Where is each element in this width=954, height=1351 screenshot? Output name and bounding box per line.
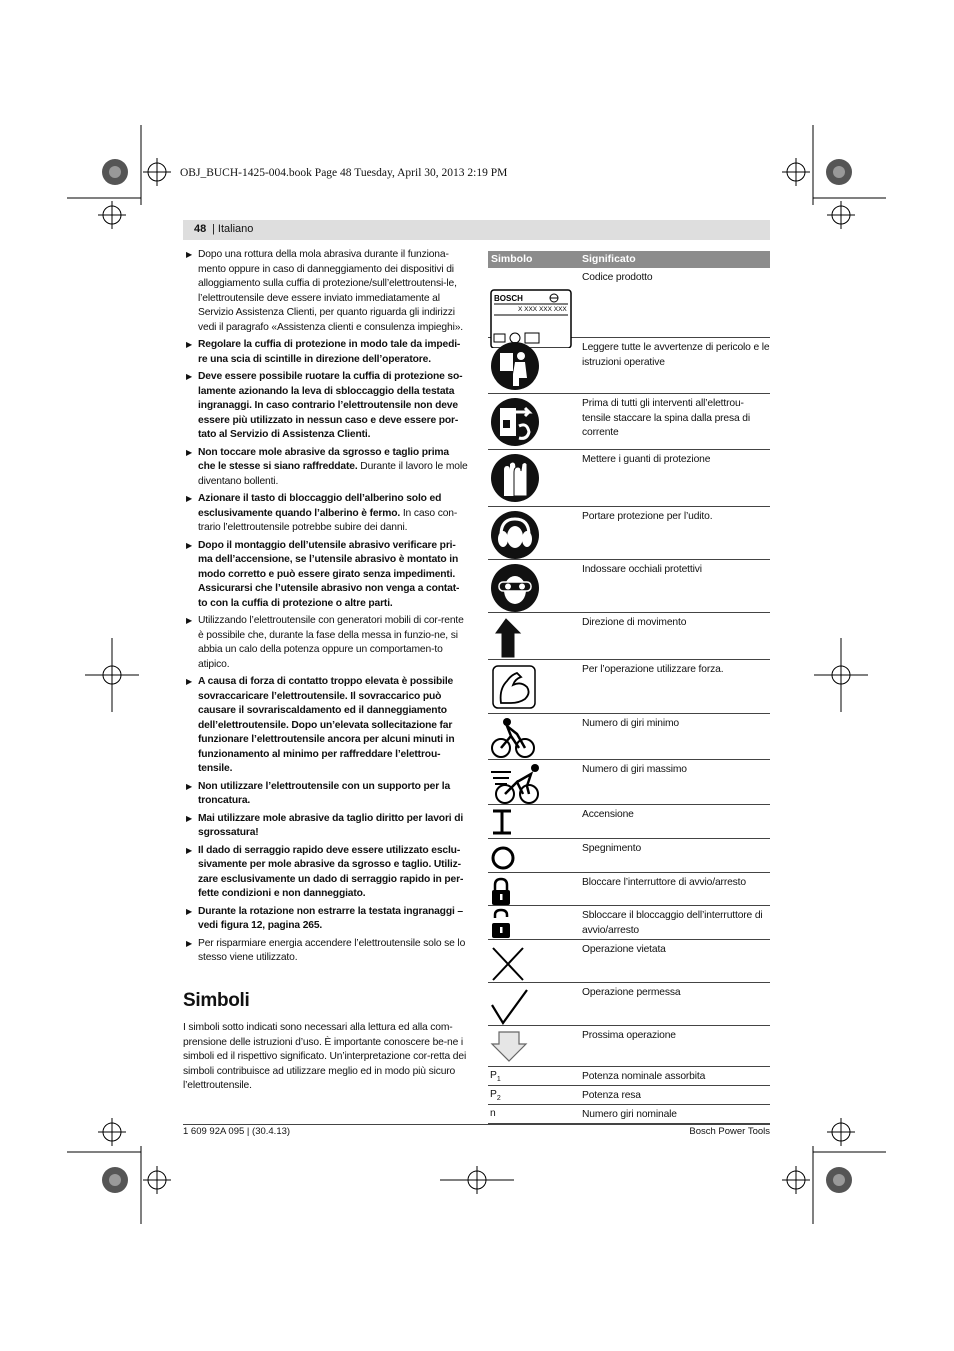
symbol-cell: [488, 940, 578, 982]
bullet-triangle-icon: ▶: [186, 845, 193, 855]
meaning-cell: Direzione di movimento: [582, 617, 687, 628]
bullet-triangle-icon: ▶: [186, 616, 193, 625]
symbol-cell: [488, 613, 578, 659]
meaning-cell: Operazione vietata: [582, 944, 666, 955]
symbol-cell: [488, 906, 578, 939]
table-row: [488, 873, 770, 906]
bullet-item: ▶ Azionare il tasto di bloccaggio dell’alberino solo ed esclusivamente quando l’alberino è fermo. In caso con-trario l’elettroutensile potrebbe subire dei danni.: [186, 493, 458, 533]
table-row: [488, 338, 770, 394]
cross-icon: [489, 944, 529, 984]
meaning-cell: Per l’operazione utilizzare forza.: [582, 664, 724, 675]
header-meaning: Significato: [582, 253, 636, 265]
power-on-icon: [489, 808, 519, 836]
print-header: OBJ_BUCH-1425-004.book Page 48 Tuesday, April 30, 2013 2:19 PM: [180, 167, 508, 179]
read-manual-icon: [489, 340, 541, 392]
bullet-triangle-icon: ▶: [186, 447, 193, 457]
symbol-cell: [488, 760, 578, 804]
goggles-icon: [489, 562, 541, 614]
bullet-item: ▶ Dopo una rottura della mola abrasiva durante il funziona-mento oppure in caso di danneggiamento dei dispositivi di alloggiamento sulla cuffia di protezione/sull’elettroutensi-le, l’elettroutensile deve essere inviato immediatamente al Servizio Assistenza Clienti, per quanto riguarda gli indirizzi vedi il paragrafo «Assistenza clienti e consulenza impieghi».: [186, 249, 464, 333]
meaning-cell: Portare protezione per l’udito.: [582, 511, 713, 522]
footer-divider: [183, 1124, 770, 1125]
table-row: [488, 660, 770, 714]
meaning-cell: Potenza resa: [582, 1090, 641, 1101]
symbol-cell: [488, 714, 578, 759]
meaning-cell: Accensione: [582, 809, 634, 820]
bullet-item: ▶ Utilizzando l’elettroutensile con generatori mobili di cor-rente è possibile che, durante la fase della messa in funzio-ne, si abbia un calo della potenza oppure un comportamen-to atipico.: [186, 615, 464, 670]
bullet-item: ▶ Deve essere possibile ruotare la cuffia di protezione so-lamente azionando la leva di sbloccaggio della testata ingranaggi. In caso contrario l’elettroutensile non deve essere più utilizzato in nessun caso e deve essere por-tato al Servizio di Assistenza Clienti.: [186, 371, 463, 440]
bullet-triangle-icon: ▶: [186, 906, 193, 916]
header-symbol: Simbolo: [491, 253, 533, 265]
meaning-cell: Potenza nominale assorbita: [582, 1071, 706, 1082]
symbol-cell: [488, 983, 578, 1025]
bullet-triangle-icon: ▶: [186, 938, 193, 948]
table-body: [488, 268, 770, 1124]
meaning-cell: Sbloccare il bloccaggio dell’interruttore di avvio/arresto: [582, 910, 763, 936]
bullet-triangle-icon: ▶: [186, 340, 193, 349]
bullet-item: ▶ A causa di forza di contatto troppo elevata è possibile sovraccaricare l’elettroutensile. Il sovraccarico può causare il sovrariscaldamento ed il danneggiamento dell’elettroutensile. Dopo un’elevata sollecitazione far funzionare l’elettroutensile ancora per alcuni minuti in funzionamento al minimo per raffreddare l’elettrou-tensile.: [186, 676, 455, 774]
table-row: [488, 1105, 770, 1124]
bullet-item: ▶ Il dado di serraggio rapido deve essere utilizzato esclu-sivamente per mole abrasive da sgrosso e taglio. Utiliz-zare esclusivamente un dado di serraggio rapido in per-fette condizioni e non danneggiato.: [186, 844, 464, 899]
bullet-triangle-icon: ▶: [186, 813, 193, 823]
symbol-cell: [488, 1086, 578, 1104]
meaning-cell: Codice prodotto: [582, 272, 653, 283]
table-row: [488, 714, 770, 760]
symbol-cell: [488, 873, 578, 905]
table-row: [488, 1067, 770, 1086]
table-row: [488, 1086, 770, 1105]
section-title: Simboli: [183, 990, 250, 1011]
footer-doc-number: 1 609 92A 095 | (30.4.13): [183, 1126, 291, 1137]
table-row: [488, 906, 770, 940]
slow-bicycle-icon: [489, 716, 539, 760]
bullet-item: ▶ Dopo il montaggio dell’utensile abrasivo verificare pri-ma dell’accensione, se l’utensile abrasivo è montato in modo corretto e può essere girato senza impedimenti. Assicurarsi che l’utensile abrasivo non venga a contat-to con la cuffia di protezione o altre parti.: [186, 539, 460, 609]
unlock-icon: [489, 908, 513, 940]
table-row: [488, 839, 770, 873]
bullet-triangle-icon: ▶: [186, 781, 193, 791]
nameplate-number: X XXX XXX XXX: [518, 306, 567, 313]
symbol-text: $P_2$: [490, 1089, 501, 1103]
table-row: [488, 268, 770, 338]
meaning-cell: Numero di giri minimo: [582, 718, 679, 729]
symbol-cell: [488, 507, 578, 559]
table-row: [488, 940, 770, 983]
symbol-cell: [488, 560, 578, 612]
bullet-item: ▶ Mai utilizzare mole abrasive da taglio diritto per lavori di sgrossatura!: [186, 812, 464, 838]
page-header-bar: [183, 220, 770, 240]
meaning-cell: Spegnimento: [582, 843, 642, 854]
symbol-cell: [488, 394, 578, 449]
table-row: [488, 394, 770, 450]
meaning-cell: Operazione permessa: [582, 987, 681, 998]
check-icon: [489, 987, 531, 1027]
fast-bicycle-icon: [489, 762, 545, 806]
lock-icon: [489, 877, 513, 907]
bullet-item: ▶ Non utilizzare l’elettroutensile con un supporto per la troncatura.: [186, 780, 451, 806]
power-off-icon: [489, 843, 519, 873]
force-arm-icon: [489, 663, 539, 711]
gloves-icon: [489, 452, 541, 504]
table-row: [488, 983, 770, 1026]
page-number: 48: [194, 223, 207, 235]
table-header: [488, 251, 770, 268]
safety-bullet-list: [186, 248, 468, 969]
table-row: [488, 805, 770, 839]
symbols-table: [488, 251, 770, 1124]
symbol-cell: [488, 450, 578, 506]
bullet-triangle-icon: ▶: [186, 540, 193, 550]
footer-brand: Bosch Power Tools: [689, 1126, 770, 1137]
meaning-cell: Numero di giri massimo: [582, 764, 687, 775]
meaning-cell: Prossima operazione: [582, 1030, 676, 1041]
symbol-cell: [488, 805, 578, 838]
meaning-cell: Mettere i guanti di protezione: [582, 454, 711, 465]
symbol-cell: [488, 660, 578, 713]
bullet-item: ▶ Non toccare mole abrasive da sgrosso e taglio prima che le stesse si siano raffreddate. Durante il lavoro le mole diventano bollenti.: [186, 446, 468, 487]
ear-protection-icon: [489, 509, 541, 561]
bullet-triangle-icon: ▶: [186, 372, 193, 381]
meaning-cell: Prima di tutti gli interventi all’elettrou-tensile staccare la spina dalla presa di corrente: [582, 398, 751, 438]
bullet-item: ▶ Per risparmiare energia accendere l’elettroutensile solo se lo stesso viene utilizzato.: [186, 937, 466, 963]
table-row: [488, 450, 770, 507]
table-row: [488, 1026, 770, 1067]
unplug-icon: [489, 396, 541, 448]
nameplate-brand: BOSCH: [494, 294, 523, 303]
symbol-cell: [488, 268, 578, 337]
symbol-cell: [488, 338, 578, 393]
table-row: [488, 613, 770, 660]
arrow-up-icon: [491, 617, 531, 659]
section-intro: I simboli sotto indicati sono necessari alla lettura ed alla com-prensione delle istruzioni d’uso. È importante conoscere be-ne i simboli ed il rispettivo significato. Un’interpretazione cor-retta dei simboli contribuisce ad utilizzare meglio ed in modo più sicuro l’elettroutensile.: [183, 1022, 467, 1091]
meaning-cell: Bloccare l’interruttore di avvio/arresto: [582, 877, 746, 888]
bullet-item: ▶ Durante la rotazione non estrarre la testata ingranaggi – vedi figura 12, pagina 265.: [186, 905, 463, 931]
bullet-triangle-icon: ▶: [186, 250, 193, 259]
bullet-triangle-icon: ▶: [186, 494, 193, 503]
symbol-text: n: [490, 1108, 496, 1119]
meaning-cell: Numero giri nominale: [582, 1109, 677, 1120]
table-row: [488, 507, 770, 560]
next-step-arrow-icon: [489, 1030, 529, 1064]
symbol-cell: [488, 1067, 578, 1085]
bullet-triangle-icon: ▶: [186, 677, 193, 686]
symbol-text: $P_1$: [490, 1070, 501, 1084]
symbol-cell: [488, 839, 578, 872]
table-row: [488, 560, 770, 613]
table-row: [488, 760, 770, 805]
bullet-item: ▶ Regolare la cuffia di protezione in modo tale da impedi-re una scia di scintille in direzione dell’operatore.: [186, 339, 461, 365]
page-language: | Italiano: [212, 223, 254, 235]
meaning-cell: Leggere tutte le avvertenze di pericolo e le istruzioni operative: [582, 342, 770, 368]
symbol-cell: [488, 1026, 578, 1066]
symbol-cell: [488, 1105, 578, 1123]
meaning-cell: Indossare occhiali protettivi: [582, 564, 702, 575]
